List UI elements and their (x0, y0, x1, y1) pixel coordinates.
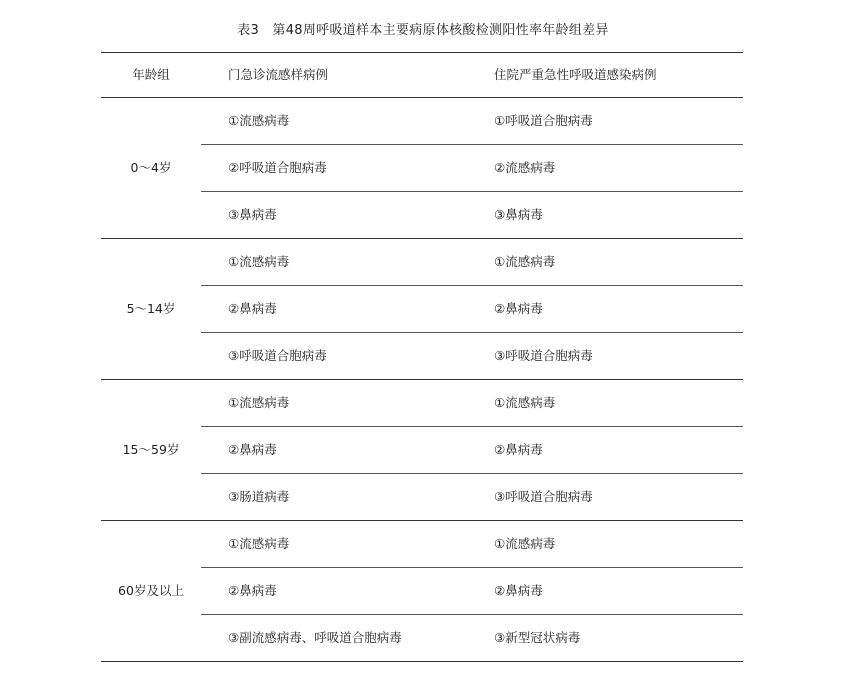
outpatient-cell: ②鼻病毒 (201, 286, 494, 333)
table-row (101, 98, 743, 145)
pathogen-table (101, 52, 743, 662)
inpatient-cell: ③呼吸道合胞病毒 (494, 474, 743, 521)
inpatient-cell: ③呼吸道合胞病毒 (494, 333, 743, 380)
inpatient-cell: ②流感病毒 (494, 145, 743, 192)
table-body (101, 98, 743, 662)
inpatient-cell: ②鼻病毒 (494, 568, 743, 615)
outpatient-cell: ①流感病毒 (201, 98, 494, 145)
age-group-cell: 5～14岁 (101, 239, 201, 380)
outpatient-cell: ③鼻病毒 (201, 192, 494, 239)
header-row (101, 53, 743, 98)
age-group-cell: 0～4岁 (101, 98, 201, 239)
outpatient-cell: ①流感病毒 (201, 239, 494, 286)
header-age-group: 年龄组 (101, 53, 201, 98)
inpatient-cell: ②鼻病毒 (494, 427, 743, 474)
inpatient-cell: ①流感病毒 (494, 521, 743, 568)
outpatient-cell: ②鼻病毒 (201, 568, 494, 615)
inpatient-cell: ①流感病毒 (494, 239, 743, 286)
age-group-cell: 15～59岁 (101, 380, 201, 521)
age-group-cell: 60岁及以上 (101, 521, 201, 662)
outpatient-cell: ①流感病毒 (201, 380, 494, 427)
outpatient-cell: ②呼吸道合胞病毒 (201, 145, 494, 192)
table-row (101, 521, 743, 568)
header-inpatient: 住院严重急性呼吸道感染病例 (494, 53, 743, 98)
pathogen-table-container (101, 52, 743, 662)
table-header (101, 53, 743, 98)
inpatient-cell: ①呼吸道合胞病毒 (494, 98, 743, 145)
outpatient-cell: ③肠道病毒 (201, 474, 494, 521)
table-row (101, 380, 743, 427)
outpatient-cell: ①流感病毒 (201, 521, 494, 568)
table-row (101, 239, 743, 286)
table-title: 表3 第48周呼吸道样本主要病原体核酸检测阳性率年龄组差异 (237, 23, 609, 38)
header-outpatient: 门急诊流感样病例 (201, 53, 494, 98)
inpatient-cell: ②鼻病毒 (494, 286, 743, 333)
inpatient-cell: ③鼻病毒 (494, 192, 743, 239)
outpatient-cell: ③呼吸道合胞病毒 (201, 333, 494, 380)
outpatient-cell: ③副流感病毒、呼吸道合胞病毒 (201, 615, 494, 662)
inpatient-cell: ①流感病毒 (494, 380, 743, 427)
outpatient-cell: ②鼻病毒 (201, 427, 494, 474)
inpatient-cell: ③新型冠状病毒 (494, 615, 743, 662)
